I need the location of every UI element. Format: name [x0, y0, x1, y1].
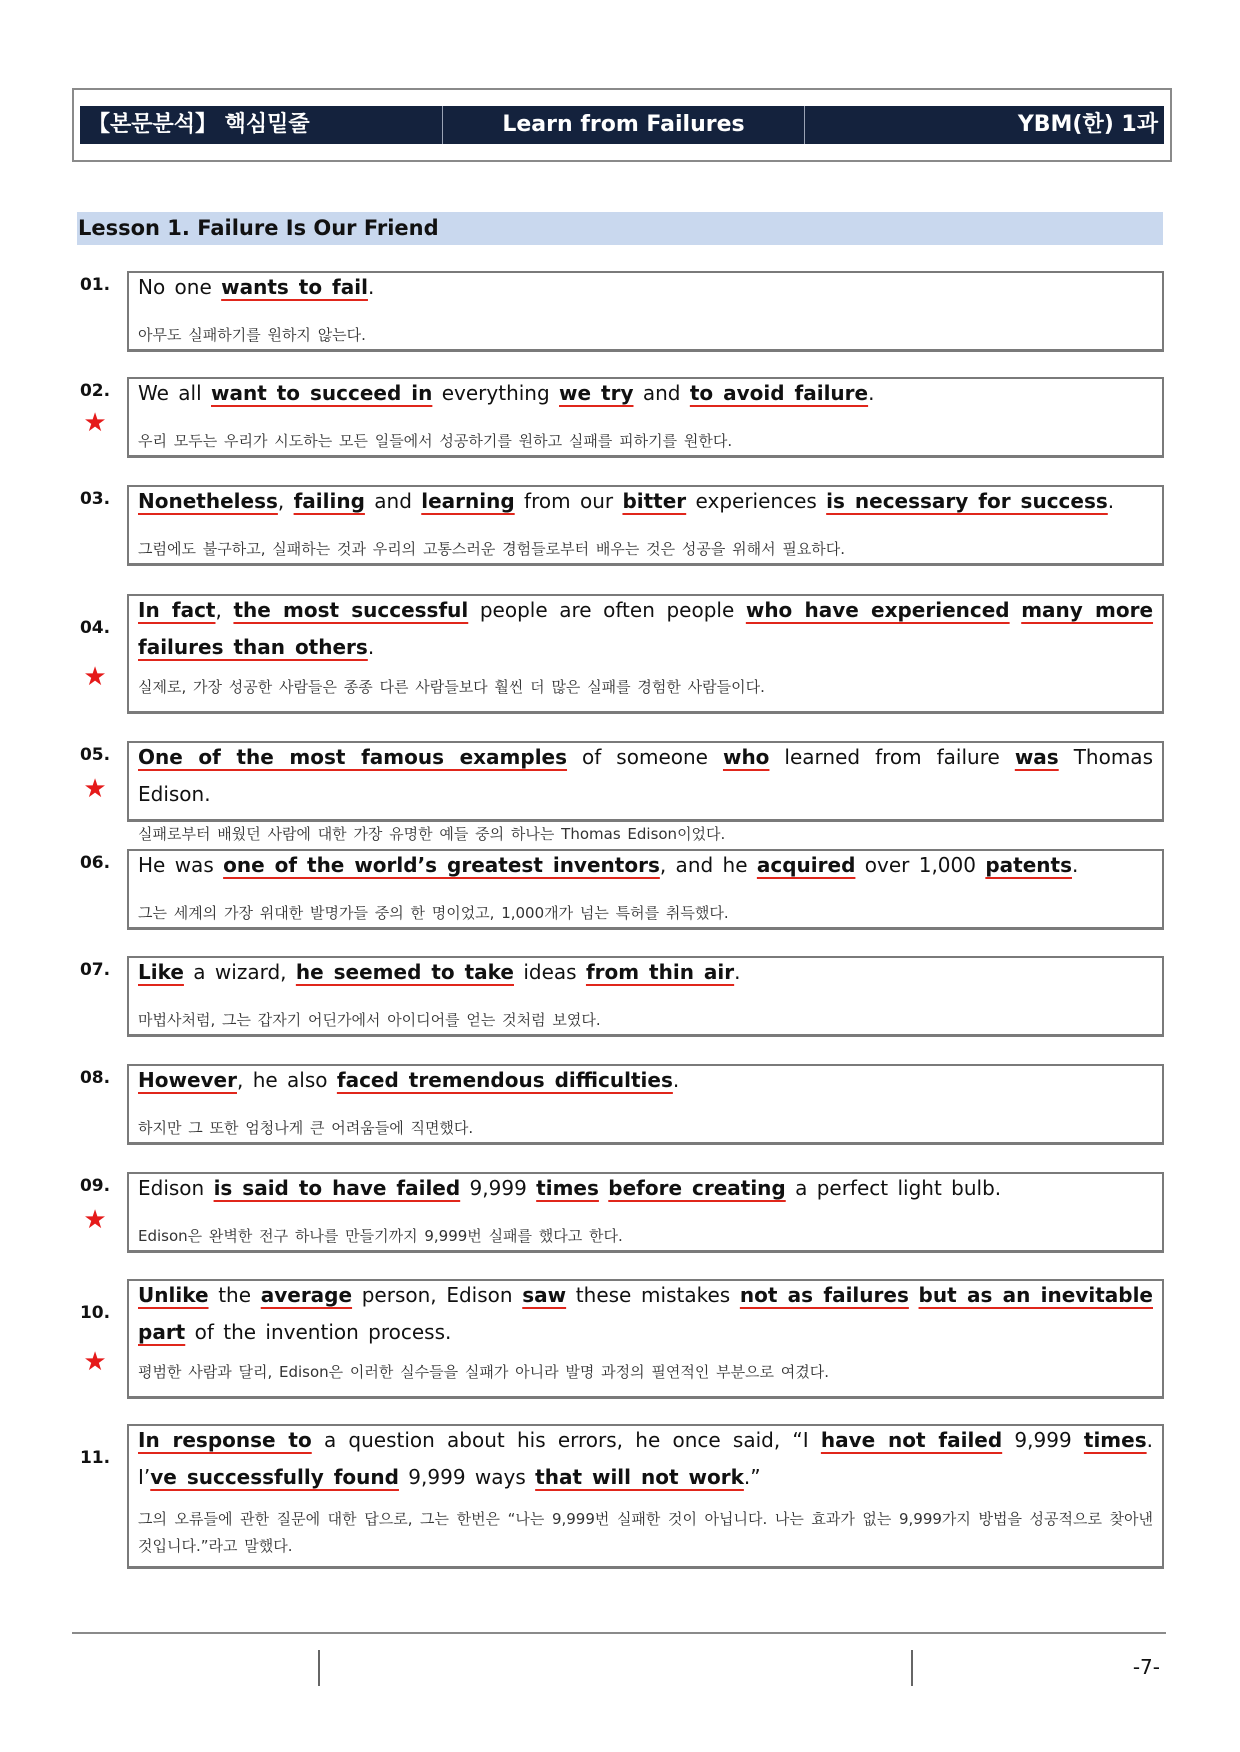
sentence-text: He was — [138, 853, 224, 877]
key-phrase: Unlike — [138, 1283, 209, 1307]
item-number: 01. — [79, 275, 111, 295]
important-star-icon: ★ — [83, 774, 107, 804]
sentence-text: 9,999 — [460, 1176, 537, 1200]
header-frame — [72, 88, 1172, 162]
korean-translation: 그는 세계의 가장 위대한 발명가들 중의 한 명이었고, 1,000개가 넘는 특허를 취득했다. — [138, 904, 729, 922]
key-phrase: times — [1083, 1428, 1147, 1452]
key-phrase: learning — [421, 489, 515, 513]
key-phrase: to avoid failure — [689, 381, 869, 405]
sentence-text: and — [364, 489, 422, 513]
key-phrase: before creating — [608, 1176, 786, 1200]
key-phrase: faced tremendous difficulties — [336, 1068, 673, 1092]
key-phrase: who have experienced — [745, 598, 1010, 622]
sentence-text: a perfect light bulb. — [785, 1176, 1002, 1200]
key-phrase: from thin air — [585, 960, 735, 984]
key-phrase: Nonetheless — [138, 489, 278, 513]
sentence-text: a question about his errors, he once said, “I — [311, 1428, 821, 1452]
sentence-text: people are often people — [468, 598, 746, 622]
header-title: Learn from Failures — [443, 106, 805, 144]
korean-translation: 마법사처럼, 그는 갑자기 어딘가에서 아이디어를 얻는 것처럼 보였다. — [138, 1011, 601, 1029]
footer-separator — [318, 1650, 320, 1686]
sentence-box — [127, 1279, 1164, 1399]
sentence-box — [127, 594, 1164, 714]
key-phrase: the most successful — [233, 598, 469, 622]
key-phrase: In fact — [138, 598, 216, 622]
sentence-item — [70, 271, 1164, 352]
sentence-text: , and he — [659, 853, 757, 877]
sentence-item — [70, 377, 1164, 458]
key-phrase: wants to fail — [221, 275, 368, 299]
key-phrase: not as failures — [739, 1283, 909, 1307]
english-sentence — [138, 1062, 1153, 1099]
key-phrase: average — [260, 1283, 353, 1307]
english-sentence — [138, 592, 1153, 666]
item-number: 06. — [79, 853, 111, 873]
key-phrase: have not failed — [820, 1428, 1003, 1452]
key-phrase: acquired — [756, 853, 856, 877]
key-phrase: ve successfully found — [150, 1465, 399, 1489]
english-sentence — [138, 375, 1153, 412]
sentence-text: . — [868, 381, 875, 405]
key-phrase: Like — [138, 960, 184, 984]
important-star-icon: ★ — [83, 408, 107, 438]
page-number: -7- — [1132, 1655, 1160, 1679]
sentence-text: over 1,000 — [855, 853, 986, 877]
korean-translation: 그의 오류들에 관한 질문에 대한 답으로, 그는 한번은 “나는 9,999번 실패한 것이 아닙니다. 나는 효과가 없는 9,999가지 방법을 성공적으로 찾아낸 것입니다.”라고 말했다. — [138, 1510, 1153, 1555]
key-phrase: many more failures than others — [138, 598, 1154, 659]
korean-translation: 그럼에도 불구하고, 실패하는 것과 우리의 고통스러운 경험들로부터 배우는 것은 성공을 위해서 필요하다. — [138, 540, 846, 558]
sentence-text: . — [734, 960, 741, 984]
key-phrase: saw — [522, 1283, 567, 1307]
item-number: 07. — [79, 960, 111, 980]
sentence-text: , he also — [236, 1068, 337, 1092]
key-phrase: In response to — [138, 1428, 312, 1452]
sentence-text: , — [215, 598, 234, 622]
item-number: 03. — [79, 489, 111, 509]
english-sentence — [138, 954, 1153, 991]
korean-translation: 실패로부터 배웠던 사람에 대한 가장 유명한 예들 중의 하나는 Thomas Edison이었다. — [138, 825, 726, 843]
sentence-text: person, Edison — [352, 1283, 523, 1307]
korean-translation: 아무도 실패하기를 원하지 않는다. — [138, 326, 366, 344]
sentence-text: from our — [514, 489, 623, 513]
header-bar — [80, 106, 1164, 144]
key-phrase: times — [536, 1176, 599, 1200]
sentence-text: ideas — [514, 960, 586, 984]
key-phrase: was — [1014, 745, 1059, 769]
important-star-icon: ★ — [83, 1205, 107, 1235]
sentence-text: . — [1071, 853, 1079, 877]
sentence-box — [127, 1424, 1164, 1569]
korean-translation: Edison은 완벽한 전구 하나를 만들기까지 9,999번 실패를 했다고 한다. — [138, 1227, 623, 1245]
item-number: 04. — [79, 618, 111, 638]
key-phrase: patents — [985, 853, 1072, 877]
english-sentence — [138, 1422, 1153, 1496]
english-sentence — [138, 847, 1153, 884]
sentence-text — [1010, 598, 1022, 622]
korean-translation: 우리 모두는 우리가 시도하는 모든 일들에서 성공하기를 원하고 실패를 피하기를 원한다. — [138, 432, 733, 450]
footer-divider — [72, 1632, 1166, 1634]
item-number: 05. — [79, 745, 111, 765]
item-number: 02. — [79, 381, 111, 401]
sentence-text: 9,999 ways — [398, 1465, 536, 1489]
key-phrase: we try — [559, 381, 634, 405]
sentence-item — [70, 485, 1164, 566]
sentence-text: . — [672, 1068, 680, 1092]
english-sentence — [138, 1170, 1153, 1207]
key-phrase: that will not work — [535, 1465, 744, 1489]
sentence-box — [127, 377, 1164, 458]
korean-translation: 하지만 그 또한 엄청나게 큰 어려움들에 직면했다. — [138, 1119, 474, 1137]
key-phrase: but as an inevitable part — [138, 1283, 1153, 1344]
sentence-item — [70, 1064, 1164, 1145]
key-phrase: failing — [293, 489, 365, 513]
key-phrase: is necessary for success — [826, 489, 1108, 513]
key-phrase: bitter — [622, 489, 687, 513]
important-star-icon: ★ — [83, 1347, 107, 1377]
sentence-box — [127, 271, 1164, 352]
sentence-text — [599, 1176, 608, 1200]
header-section-label: 【본문분석】 핵심밑줄 — [80, 106, 443, 144]
sentence-text: . — [367, 635, 375, 659]
key-phrase: One of the most famous examples — [138, 745, 568, 769]
key-phrase: who — [722, 745, 770, 769]
sentence-box — [127, 741, 1164, 843]
key-phrase: However — [138, 1068, 237, 1092]
sentence-text: a wizard, — [183, 960, 296, 984]
sentence-text: of the invention process. — [185, 1320, 452, 1344]
english-sentence — [138, 483, 1153, 520]
item-number: 09. — [79, 1176, 111, 1196]
item-number: 10. — [79, 1303, 111, 1323]
korean-translation: 실제로, 가장 성공한 사람들은 종종 다른 사람들보다 훨씬 더 많은 실패를 경험한 사람들이다. — [138, 678, 765, 696]
sentence-text — [909, 1283, 919, 1307]
key-phrase: is said to have failed — [213, 1176, 461, 1200]
sentence-box — [127, 1064, 1164, 1145]
key-phrase: one of the world’s greatest inventors — [223, 853, 660, 877]
footer-separator — [911, 1650, 913, 1686]
sentence-text: . — [367, 275, 375, 299]
sentence-box — [127, 956, 1164, 1037]
header-publisher: YBM(한) 1과 — [1017, 112, 1158, 137]
item-number: 08. — [79, 1068, 111, 1088]
sentence-text: everything — [432, 381, 560, 405]
sentence-text: We all — [138, 381, 211, 405]
korean-translation: 평범한 사람과 달리, Edison은 이러한 실수들을 실패가 아니라 발명 과정의 필연적인 부분으로 여겼다. — [138, 1363, 830, 1381]
sentence-box — [127, 485, 1164, 566]
important-star-icon: ★ — [83, 662, 107, 692]
sentence-box — [127, 1172, 1164, 1253]
english-sentence — [138, 269, 1153, 306]
lesson-title: Lesson 1. Failure Is Our Friend — [77, 212, 1163, 245]
sentence-item — [70, 594, 1164, 714]
sentence-text: , — [277, 489, 294, 513]
sentence-item — [70, 1279, 1164, 1399]
sentence-text: .” — [743, 1465, 761, 1489]
sentence-text: Edison — [138, 1176, 214, 1200]
item-number: 11. — [79, 1448, 111, 1468]
english-sentence — [138, 739, 1153, 813]
sentence-text: and — [633, 381, 690, 405]
sentence-text: experiences — [686, 489, 827, 513]
sentence-text: learned from failure — [769, 745, 1015, 769]
sentence-text: of someone — [567, 745, 723, 769]
sentence-item — [70, 1424, 1164, 1569]
sentence-item — [70, 1172, 1164, 1253]
sentence-item — [70, 956, 1164, 1037]
sentence-text: Thomas Edison. — [138, 745, 1153, 806]
english-sentence — [138, 1277, 1153, 1351]
sentence-text: No one — [138, 275, 222, 299]
sentence-item — [70, 741, 1164, 843]
sentence-item — [70, 849, 1164, 930]
sentence-text: . — [1107, 489, 1115, 513]
sentence-text: these mistakes — [566, 1283, 740, 1307]
sentence-text: . I’ — [138, 1428, 1153, 1489]
key-phrase: want to succeed in — [211, 381, 433, 405]
sentence-text: the — [208, 1283, 261, 1307]
key-phrase: he seemed to take — [295, 960, 514, 984]
sentence-text: 9,999 — [1002, 1428, 1084, 1452]
sentence-box — [127, 849, 1164, 930]
